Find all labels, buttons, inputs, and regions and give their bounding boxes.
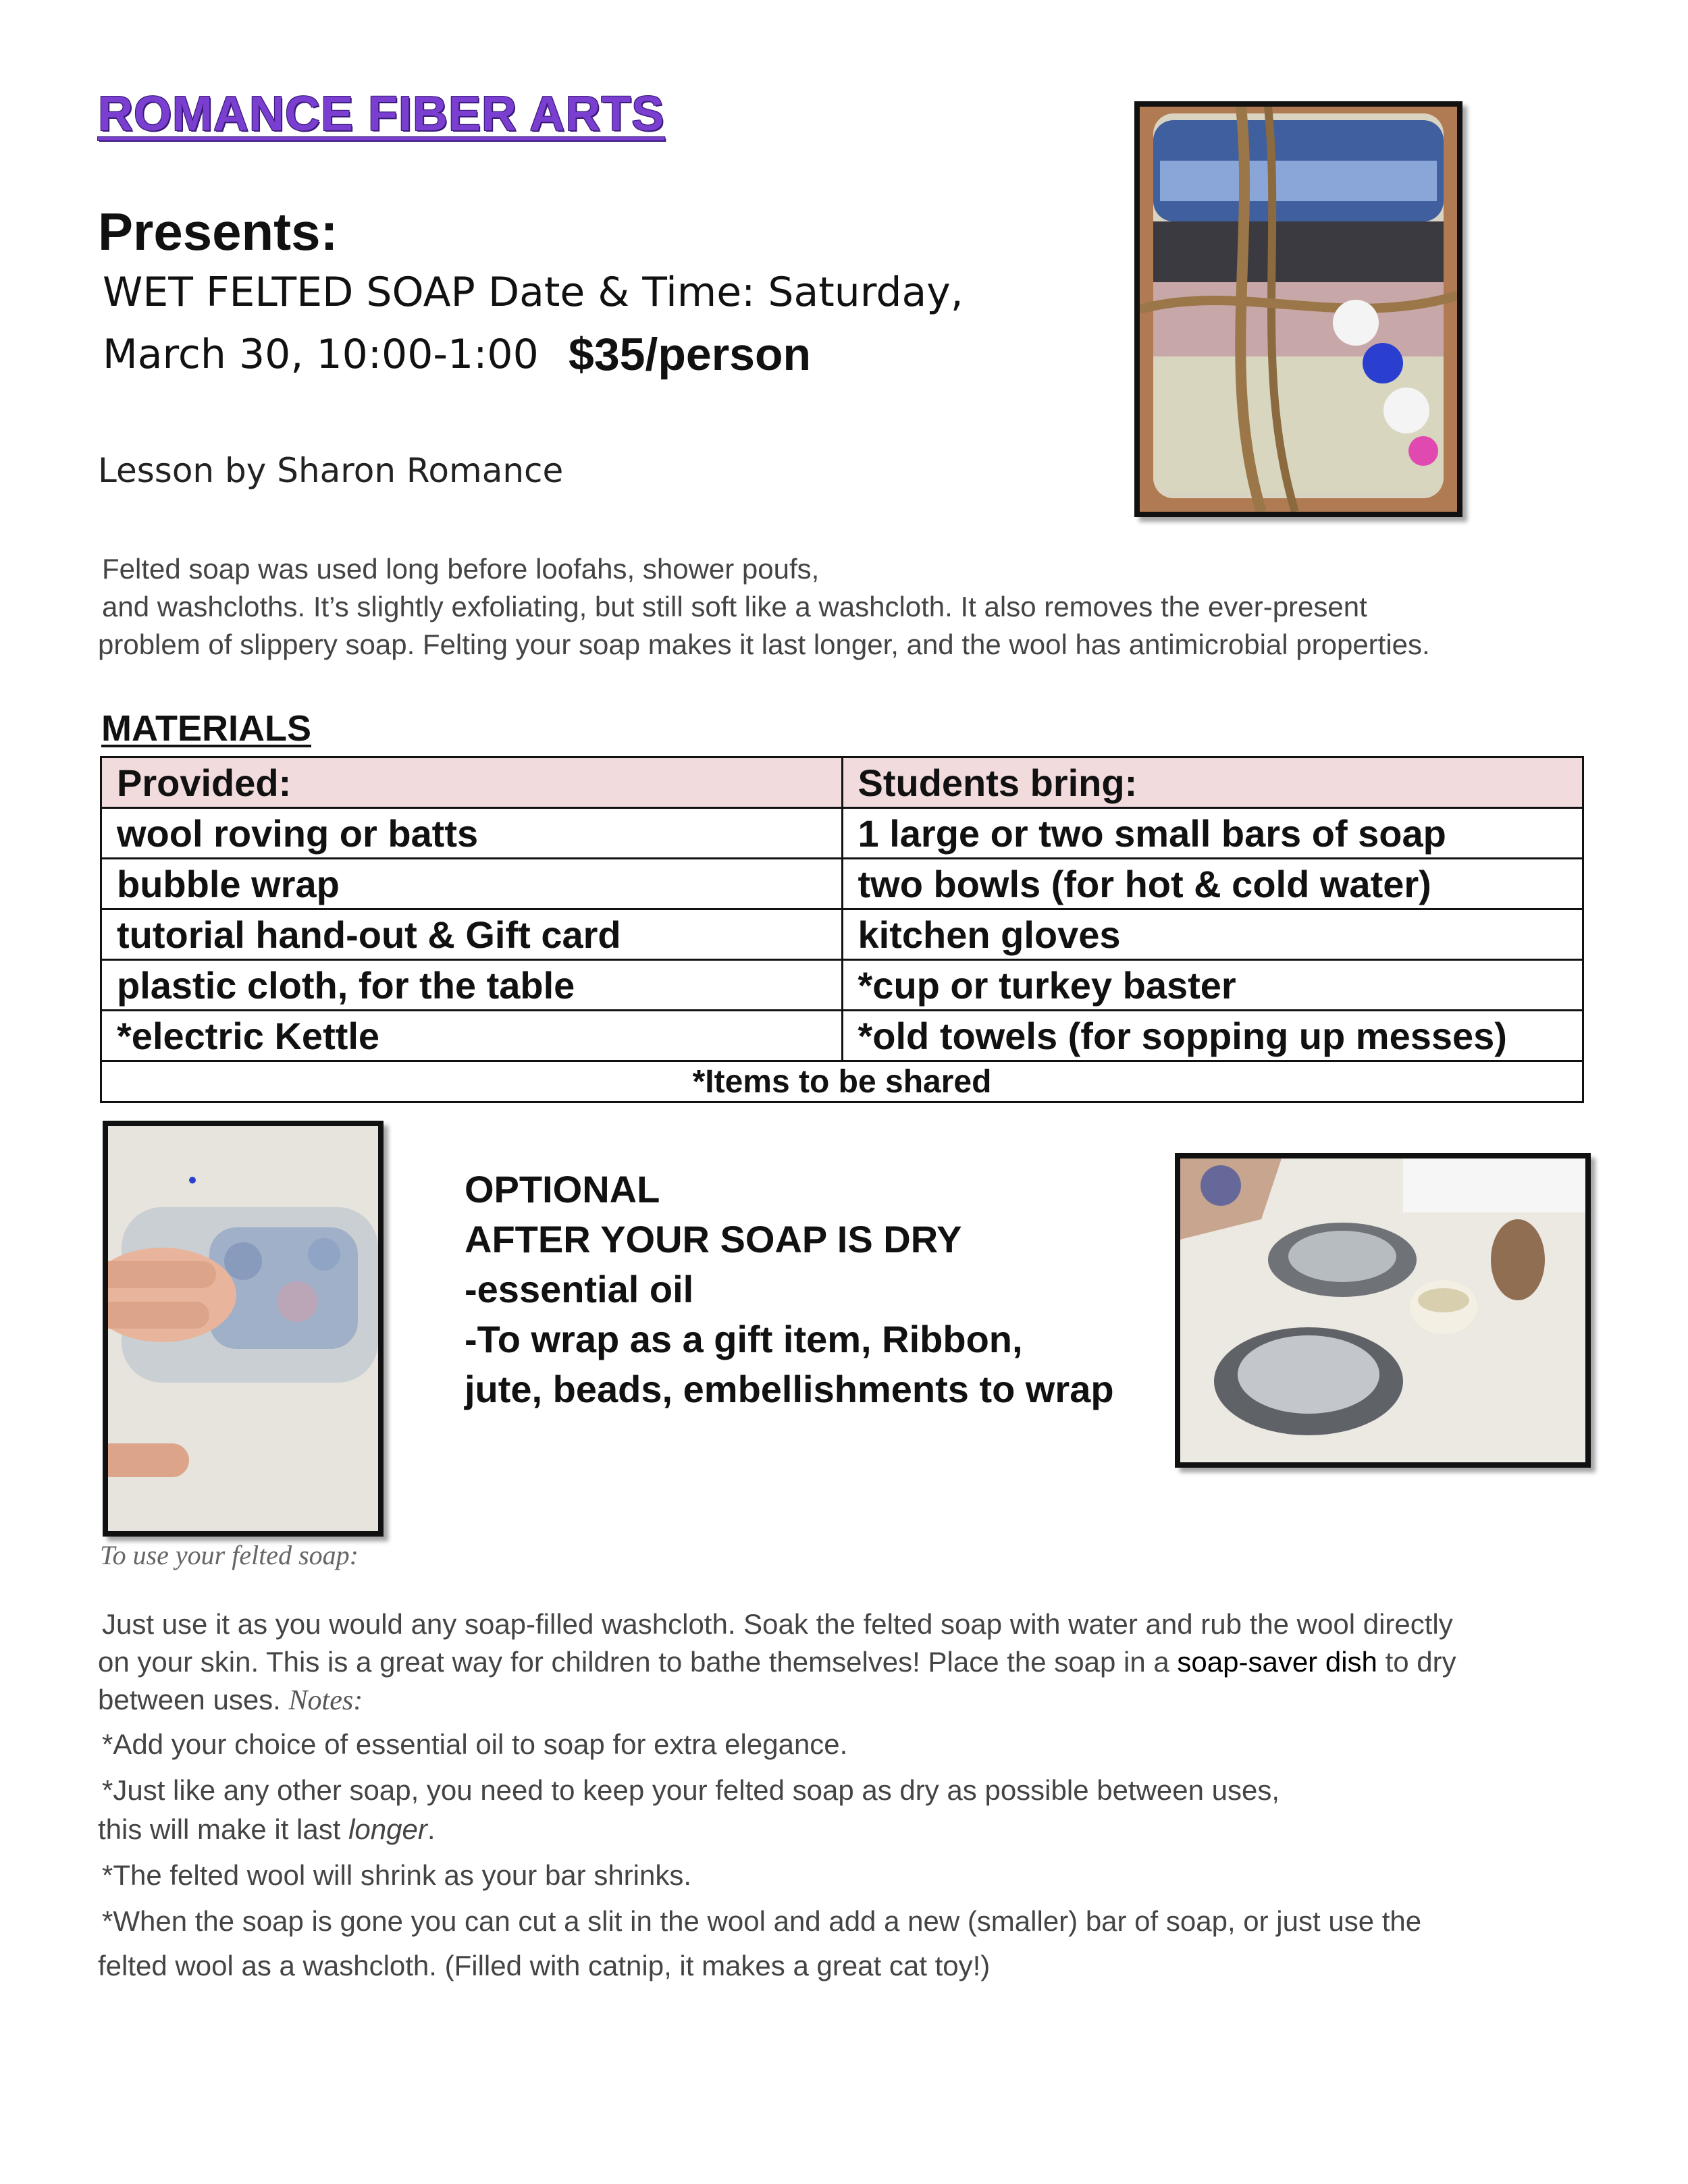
event-date-line: March 30, 10:00-1:00: [103, 331, 539, 378]
optional-section: [465, 1165, 1114, 1414]
usage-text: between uses.: [98, 1684, 281, 1715]
usage-line: Just use it as you would any soap-filled washcloth. Soak the felted soap with water and rub the wool directly: [102, 1608, 1453, 1640]
materials-heading: MATERIALS: [101, 708, 311, 749]
intro-line: problem of slippery soap. Felting your soap makes it last longer, and the wool has antimicrobial properties.: [98, 629, 1430, 660]
optional-item: jute, beads, embellishments to wrap: [465, 1368, 1114, 1410]
provided-cell: wool roving or batts: [101, 808, 843, 859]
felted-soap-photo: [1134, 101, 1462, 517]
table-row: [101, 960, 1583, 1011]
event-title-line: WET FELTED SOAP Date & Time: Saturday,: [103, 269, 964, 316]
table-note-row: [101, 1061, 1583, 1102]
note-item: *Add your choice of essential oil to soap for extra elegance.: [102, 1728, 848, 1760]
provided-cell: plastic cloth, for the table: [101, 960, 843, 1011]
provided-cell: tutorial hand-out & Gift card: [101, 909, 843, 960]
materials-table: [100, 756, 1584, 1103]
bring-cell: *cup or turkey baster: [842, 960, 1583, 1011]
optional-item: -To wrap as a gift item, Ribbon,: [465, 1318, 1023, 1360]
bring-cell: *old towels (for sopping up messes): [842, 1011, 1583, 1061]
table-row: [101, 808, 1583, 859]
note-item: *The felted wool will shrink as your bar shrinks.: [102, 1859, 692, 1891]
note-text: .: [427, 1813, 436, 1845]
note-text: this will make it last: [98, 1813, 341, 1845]
provided-cell: bubble wrap: [101, 859, 843, 909]
table-header-row: [101, 757, 1583, 808]
presents-heading: Presents:: [98, 202, 338, 261]
brand-title: ROMANCE FIBER ARTS: [98, 87, 665, 141]
note-line: felted wool as a washcloth. (Filled with catnip, it makes a great cat toy!): [98, 1950, 991, 1981]
intro-line: and washcloths. It’s slightly exfoliating, but still soft like a washcloth. It also removes the ever-present: [102, 591, 1367, 622]
bring-cell: two bowls (for hot & cold water): [842, 859, 1583, 909]
note-item: [98, 1771, 1583, 1849]
notes-label: Notes:: [288, 1685, 363, 1716]
note-item: [98, 1902, 1583, 1986]
optional-item: -essential oil: [465, 1268, 694, 1310]
usage-text: to dry: [1385, 1646, 1456, 1678]
optional-subheading: AFTER YOUR SOAP IS DRY: [465, 1218, 962, 1260]
usage-line: [98, 1643, 1583, 1681]
provided-header: Provided:: [101, 757, 843, 808]
usage-line: [98, 1681, 1583, 1720]
rolling-soap-photo: [103, 1121, 384, 1537]
notes-list: [98, 1725, 1583, 1992]
price: $35/person: [569, 329, 812, 380]
students-bring-header: Students bring:: [842, 757, 1583, 808]
note-line: *When the soap is gone you can cut a slit in the wool and add a new (smaller) bar of soap, or just use the: [102, 1905, 1422, 1937]
provided-cell: *electric Kettle: [101, 1011, 843, 1061]
bring-cell: 1 large or two small bars of soap: [842, 808, 1583, 859]
bring-cell: kitchen gloves: [842, 909, 1583, 960]
soap-saver-dish-text: soap-saver dish: [1177, 1646, 1377, 1678]
supplies-bowls-photo: [1175, 1153, 1591, 1468]
usage-text: on your skin. This is a great way for children to bathe themselves! Place the soap in a: [98, 1646, 1169, 1678]
table-row: [101, 1011, 1583, 1061]
note-line: *Just like any other soap, you need to keep your felted soap as dry as possible between uses,: [102, 1774, 1280, 1806]
intro-paragraph: [98, 550, 1550, 664]
note-line: [98, 1810, 1583, 1849]
usage-caption: To use your felted soap:: [100, 1540, 359, 1570]
usage-paragraph: [98, 1605, 1583, 1720]
shared-items-note: *Items to be shared: [101, 1061, 1583, 1102]
intro-line: Felted soap was used long before loofahs, shower poufs,: [102, 553, 820, 585]
note-emphasis: longer: [348, 1813, 427, 1845]
optional-heading: OPTIONAL: [465, 1168, 660, 1210]
instructor-line: Lesson by Sharon Romance: [98, 451, 564, 490]
table-row: [101, 909, 1583, 960]
table-row: [101, 859, 1583, 909]
